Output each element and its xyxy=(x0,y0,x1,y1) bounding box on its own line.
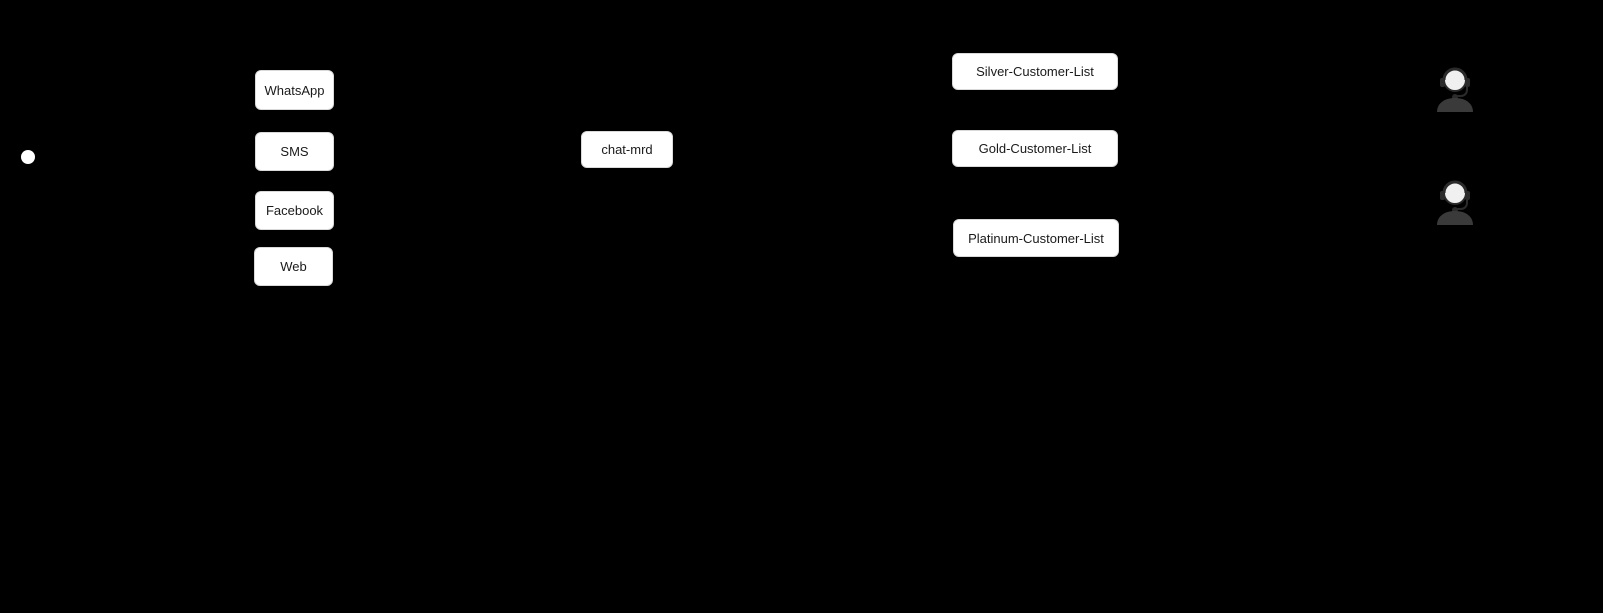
channel-label: SMS xyxy=(280,144,309,159)
queue-node-gold-customer-list[interactable] xyxy=(952,130,1118,167)
queue-label: Silver-Customer-List xyxy=(976,64,1094,79)
queue-label: Platinum-Customer-List xyxy=(968,230,1104,246)
channel-label: Facebook xyxy=(265,203,324,218)
router-label: chat-mrd xyxy=(601,142,653,157)
router-node-chat-mrd[interactable] xyxy=(581,131,673,168)
channel-node-web[interactable] xyxy=(254,247,333,286)
queue-node-platinum-customer-list[interactable] xyxy=(953,219,1119,257)
channel-node-sms[interactable] xyxy=(255,132,334,171)
channel-label: Web xyxy=(280,259,307,274)
channel-node-whatsapp[interactable] xyxy=(255,70,334,110)
channel-node-facebook[interactable] xyxy=(255,191,334,230)
queue-node-silver-customer-list[interactable] xyxy=(952,53,1118,90)
agent-headset-icon xyxy=(1431,177,1479,225)
entry-dot xyxy=(21,150,35,164)
channel-label: WhatsApp xyxy=(264,82,325,98)
queue-label: Gold-Customer-List xyxy=(978,141,1092,156)
agent-headset-icon xyxy=(1431,64,1479,112)
